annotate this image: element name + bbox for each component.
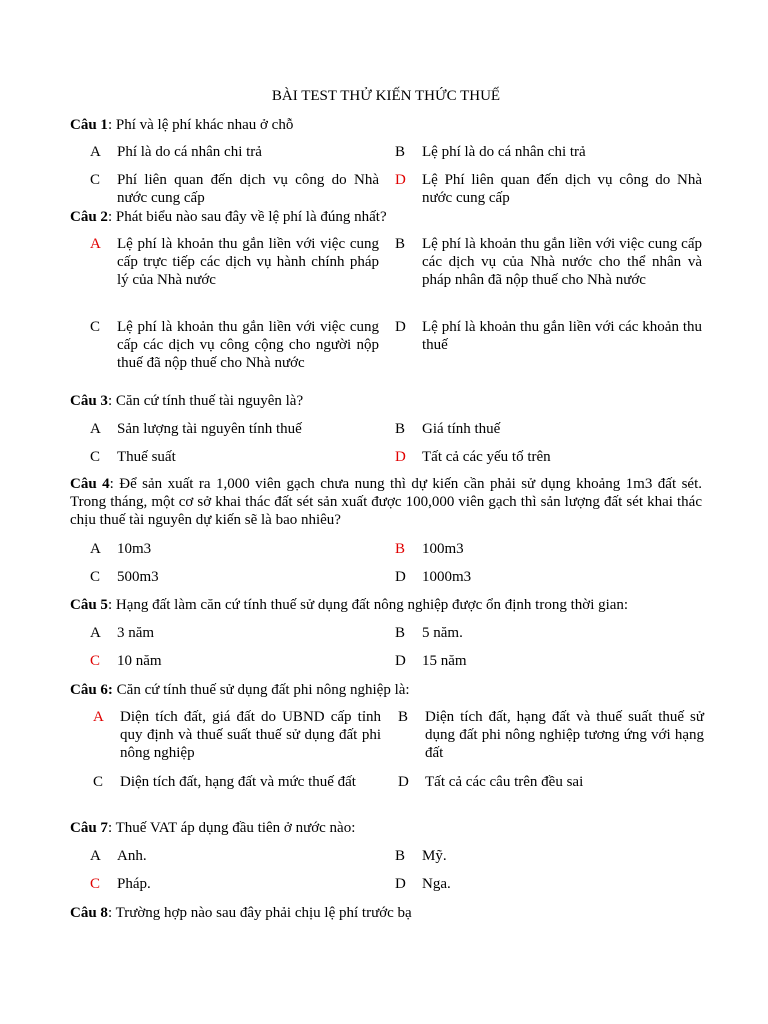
question-text: : Phí và lệ phí khác nhau ở chỗ xyxy=(107,117,294,133)
question-label: Câu 3 xyxy=(70,393,108,409)
question-label: Câu 6: xyxy=(70,682,113,698)
option-letter: A xyxy=(90,625,101,641)
question-label: Câu 4 xyxy=(70,476,110,492)
question-2 xyxy=(70,208,702,226)
question-text: : Trường hợp nào sau đây phải chịu lệ phí trước bạ xyxy=(107,905,412,921)
question-text: : Phát biểu nào sau đây về lệ phí là đúng nhất? xyxy=(107,209,387,225)
option-letter: D xyxy=(395,569,406,585)
option-text: Mỹ. xyxy=(422,848,447,864)
option-text: Sản lượng tài nguyên tính thuế xyxy=(117,421,302,437)
option-letter: A xyxy=(90,144,101,160)
option-text: 10 năm xyxy=(117,653,162,669)
option-letter: C xyxy=(90,172,101,188)
option-letter: D xyxy=(395,172,406,188)
question-7 xyxy=(70,819,702,837)
option-text: Phí là do cá nhân chi trả xyxy=(117,144,262,160)
option-letter: C xyxy=(90,569,101,585)
option-text: Lệ phí là khoản thu gắn liền với việc cung cấp các dịch vụ của Nhà nước cho thể nhân và pháp nhân đã nộp thuế cho Nhà nước xyxy=(422,236,702,288)
question-text: : Thuế VAT áp dụng đầu tiên ở nước nào: xyxy=(107,820,356,836)
option-text: Phí liên quan đến dịch vụ công do Nhà nước cung cấp xyxy=(117,172,379,206)
question-5 xyxy=(70,596,702,614)
option-letter: D xyxy=(395,876,406,892)
option-letter: D xyxy=(398,774,409,790)
question-label: Câu 7 xyxy=(70,820,108,836)
option-text: Nga. xyxy=(422,876,451,892)
question-label: Câu 1 xyxy=(70,117,108,133)
option-text: Giá tính thuế xyxy=(422,421,501,437)
option-text: Thuế suất xyxy=(117,449,176,465)
option-text: Diện tích đất, hạng đất và mức thuế đất xyxy=(120,774,356,790)
question-label: Câu 8 xyxy=(70,905,108,921)
option-letter: B xyxy=(395,421,406,437)
option-letter: C xyxy=(90,449,101,465)
option-letter: D xyxy=(395,319,406,335)
option-text: 5 năm. xyxy=(422,625,463,641)
option-letter: C xyxy=(90,653,101,669)
option-text: 500m3 xyxy=(117,569,159,585)
option-letter: A xyxy=(90,848,101,864)
option-letter: C xyxy=(90,876,101,892)
option-text: Lệ phí là khoản thu gắn liền với việc cung cấp các dịch vụ công cộng cho người nộp thuế đã nộp thuế cho Nhà nước xyxy=(117,319,379,371)
question-3 xyxy=(70,392,702,410)
option-letter: C xyxy=(90,319,101,335)
option-letter: B xyxy=(395,144,406,160)
question-1 xyxy=(70,116,702,134)
document-title: BÀI TEST THỬ KIẾN THỨC THUẾ xyxy=(271,88,501,104)
question-text: : Để sản xuất ra 1,000 viên gạch chưa nung thì dự kiến cần phải sử dụng khoảng 1m3 đất sét. Trong tháng, một cơ sở khai thác đất sét sản xuất được 100,000 viên gạch thì sản lượng đất sét khai thác chịu thuế tài nguyên dự kiến sẽ là bao nhiêu? xyxy=(70,476,702,528)
option-letter: A xyxy=(90,541,101,557)
option-text: Diện tích đất, hạng đất và thuế suất thuế sử dụng đất phi nông nghiệp tương ứng với hạng đất xyxy=(425,709,704,761)
option-text: 3 năm xyxy=(117,625,155,641)
option-text: Pháp. xyxy=(117,876,151,892)
option-letter: A xyxy=(90,236,101,252)
option-letter: B xyxy=(395,236,406,252)
option-letter: D xyxy=(395,653,406,669)
question-label: Câu 5 xyxy=(70,597,108,613)
option-letter: B xyxy=(395,625,406,641)
option-text: Lệ phí là do cá nhân chi trả xyxy=(422,144,586,160)
question-8 xyxy=(70,904,702,922)
option-text: Lệ phí là khoản thu gắn liền với việc cung cấp trực tiếp các dịch vụ hành chính pháp lý của Nhà nước xyxy=(117,236,379,288)
option-text: 100m3 xyxy=(422,541,464,557)
option-text: Tất cả các yếu tố trên xyxy=(422,449,551,465)
option-letter: B xyxy=(395,541,406,557)
option-text: Anh. xyxy=(117,848,147,864)
option-text: 10m3 xyxy=(117,541,152,557)
option-text: Lệ phí là khoản thu gắn liền với các khoản thu thuế xyxy=(422,319,702,353)
option-text: Tất cả các câu trên đều sai xyxy=(425,774,584,790)
option-letter: B xyxy=(398,709,409,725)
option-text: 15 năm xyxy=(422,653,467,669)
option-letter: C xyxy=(93,774,104,790)
question-4 xyxy=(70,475,702,529)
option-letter: A xyxy=(93,709,104,725)
question-text: Căn cứ tính thuế sử dụng đất phi nông nghiệp là: xyxy=(112,682,410,698)
question-text: : Căn cứ tính thuế tài nguyên là? xyxy=(107,393,304,409)
option-letter: B xyxy=(395,848,406,864)
option-letter: A xyxy=(90,421,101,437)
option-text: Diện tích đất, giá đất do UBND cấp tỉnh quy định và thuế suất thuế sử dụng đất phi nông nghiệp xyxy=(120,709,381,761)
option-text: Lệ Phí liên quan đến dịch vụ công do Nhà nước cung cấp xyxy=(422,172,702,206)
option-letter: D xyxy=(395,449,406,465)
question-text: : Hạng đất làm căn cứ tính thuế sử dụng đất nông nghiệp được ổn định trong thời gian: xyxy=(107,597,629,613)
option-text: 1000m3 xyxy=(422,569,472,585)
question-label: Câu 2 xyxy=(70,209,108,225)
question-6 xyxy=(70,681,702,699)
